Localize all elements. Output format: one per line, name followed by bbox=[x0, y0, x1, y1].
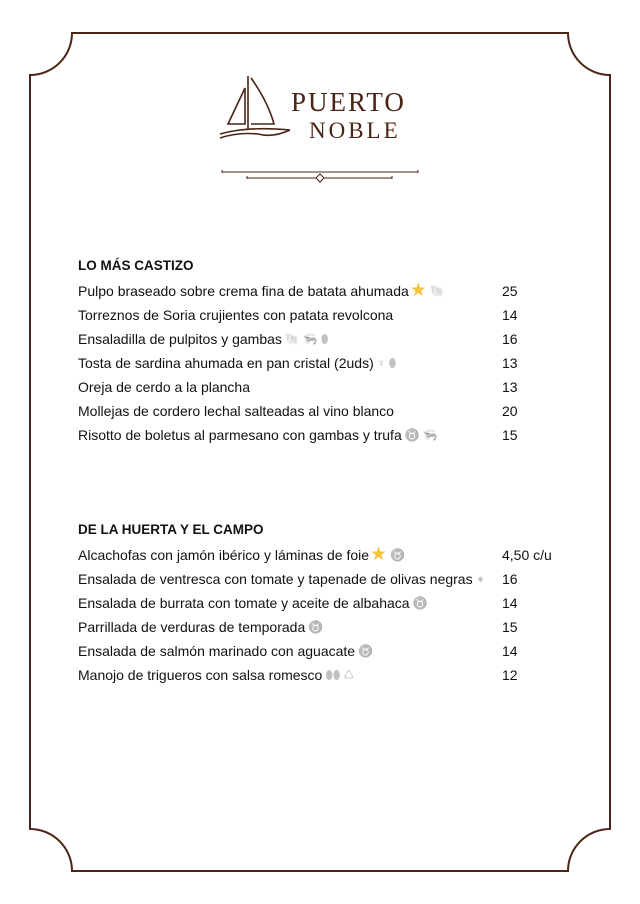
menu-item-price: 25 bbox=[502, 283, 518, 299]
milk-icon: ♉ bbox=[358, 644, 374, 658]
menu-item bbox=[78, 665, 578, 685]
shell-icon: 🐚 bbox=[429, 284, 445, 298]
brand-name-line1: PUERTO bbox=[291, 87, 406, 117]
menu-item-price: 13 bbox=[502, 379, 518, 395]
egg-icon: ⬮ bbox=[388, 356, 397, 370]
fish-icon: ➧ bbox=[475, 572, 486, 586]
menu-item-name: Parrillada de verduras de temporada bbox=[78, 619, 306, 635]
menu-item bbox=[78, 545, 578, 565]
shell-icon: 🐚 bbox=[284, 332, 300, 346]
menu-item-name: Risotto de boletus al parmesano con gambas y trufa bbox=[78, 427, 402, 443]
menu-item-name: Ensalada de salmón marinado con aguacate bbox=[78, 643, 356, 659]
menu-item-name: Ensalada de burrata con tomate y aceite de albahaca bbox=[78, 595, 410, 611]
menu-item-price: 16 bbox=[502, 331, 518, 347]
menu-item bbox=[78, 305, 578, 325]
sailboat-logo-icon bbox=[218, 72, 290, 144]
menu-item bbox=[78, 353, 578, 373]
menu-item bbox=[78, 329, 578, 349]
nuts-icon: ⬮⬮ bbox=[325, 668, 341, 682]
menu-item-price: 20 bbox=[502, 403, 518, 419]
shrimp-icon: 🦐 bbox=[302, 332, 318, 346]
menu-item-price: 14 bbox=[502, 307, 518, 323]
menu-item bbox=[78, 617, 578, 637]
section-title: DE LA HUERTA Y EL CAMPO bbox=[78, 522, 264, 537]
menu-item-price: 4,50 c/u bbox=[502, 547, 552, 563]
menu-item-name: Manojo de trigueros con salsa romesco bbox=[78, 667, 323, 683]
menu-item bbox=[78, 593, 578, 613]
menu-item-price: 14 bbox=[502, 595, 518, 611]
menu-item-name: Mollejas de cordero lechal salteadas al vino blanco bbox=[78, 403, 394, 419]
menu-item bbox=[78, 425, 578, 445]
menu-item-name: Ensalada de ventresca con tomate y tapenade de olivas negras bbox=[78, 571, 473, 587]
menu-item-name: Tosta de sardina ahumada en pan cristal (2uds) bbox=[78, 355, 374, 371]
menu-item bbox=[78, 377, 578, 397]
egg-icon: ⬮ bbox=[320, 332, 329, 346]
menu-item-name: Oreja de cerdo a la plancha bbox=[78, 379, 250, 395]
menu-item-price: 13 bbox=[502, 355, 518, 371]
menu-item-price: 15 bbox=[502, 427, 518, 443]
menu-item-price: 16 bbox=[502, 571, 518, 587]
menu-item bbox=[78, 401, 578, 421]
ornament-divider bbox=[222, 170, 418, 182]
milk-icon: ♉ bbox=[308, 620, 324, 634]
wheat-icon: ♆ bbox=[376, 356, 386, 370]
section-title: LO MÁS CASTIZO bbox=[78, 258, 194, 273]
menu-item-price: 12 bbox=[502, 667, 518, 683]
menu-item-price: 14 bbox=[502, 643, 518, 659]
milk-icon: ♉ bbox=[390, 548, 406, 562]
brand-name-line2: NOBLE bbox=[309, 118, 401, 143]
star-icon: ★ bbox=[409, 280, 427, 301]
menu-item bbox=[78, 641, 578, 661]
milk-icon: ♉ bbox=[412, 596, 428, 610]
menu-item-name: Torreznos de Soria crujientes con patata revolcona bbox=[78, 307, 394, 323]
menu-item-price: 15 bbox=[502, 619, 518, 635]
menu-item-name: Alcachofas con jamón ibérico y láminas de foie bbox=[78, 547, 370, 563]
menu-item-name: Pulpo braseado sobre crema fina de batata ahumada bbox=[78, 283, 409, 299]
menu-item bbox=[78, 569, 578, 589]
menu-item bbox=[78, 281, 578, 301]
menu-item-name: Ensaladilla de pulpitos y gambas bbox=[78, 331, 282, 347]
star-icon: ★ bbox=[370, 544, 388, 565]
milk-icon: ♉ bbox=[404, 428, 420, 442]
shrimp-icon: 🦐 bbox=[422, 428, 438, 442]
sulphites-icon: ♺ bbox=[343, 668, 355, 682]
